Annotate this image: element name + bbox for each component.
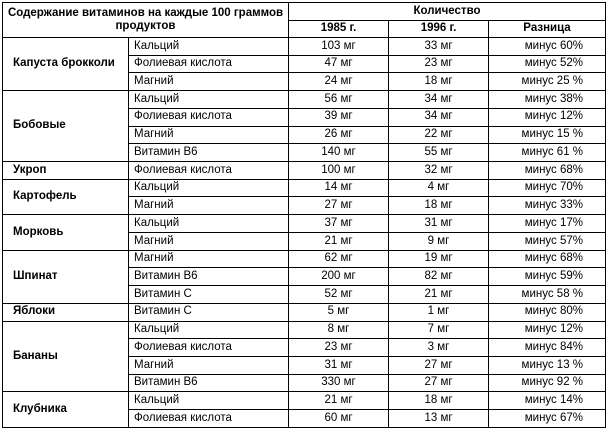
product-name: Яблоки [3, 303, 129, 321]
vitamin-name: Фолиевая кислота [129, 339, 289, 357]
difference-value: минус 15 % [489, 126, 606, 144]
value-1985: 27 мг [289, 197, 389, 215]
product-name: Картофель [3, 179, 129, 214]
product-name: Бобовые [3, 91, 129, 162]
value-1996: 1 мг [389, 303, 489, 321]
value-1985: 31 мг [289, 356, 389, 374]
value-1996: 32 мг [389, 162, 489, 180]
value-1996: 18 мг [389, 197, 489, 215]
difference-value: минус 92 % [489, 374, 606, 392]
value-1985: 103 мг [289, 38, 389, 56]
vitamin-name: Кальций [129, 91, 289, 109]
table-row [3, 250, 606, 268]
vitamin-name: Магний [129, 232, 289, 250]
value-1996: 13 мг [389, 410, 489, 428]
value-1985: 21 мг [289, 232, 389, 250]
vitamin-name: Кальций [129, 392, 289, 410]
difference-value: минус 84% [489, 339, 606, 357]
product-name: Бананы [3, 321, 129, 392]
value-1996: 31 мг [389, 215, 489, 233]
value-1985: 47 мг [289, 55, 389, 73]
difference-value: минус 59% [489, 268, 606, 286]
vitamin-name: Фолиевая кислота [129, 410, 289, 428]
value-1996: 23 мг [389, 55, 489, 73]
vitamin-name: Витамин В6 [129, 268, 289, 286]
difference-value: минус 38% [489, 91, 606, 109]
vitamin-name: Кальций [129, 38, 289, 56]
value-1985: 39 мг [289, 108, 389, 126]
vitamin-name: Кальций [129, 215, 289, 233]
difference-value: минус 57% [489, 232, 606, 250]
vitamin-name: Магний [129, 73, 289, 91]
header-title: Содержание витаминов на каждые 100 граммов продуктов [3, 3, 289, 38]
table-body [3, 38, 606, 428]
difference-value: минус 67% [489, 410, 606, 428]
value-1996: 82 мг [389, 268, 489, 286]
value-1985: 56 мг [289, 91, 389, 109]
vitamin-content-table [2, 2, 606, 428]
value-1985: 24 мг [289, 73, 389, 91]
difference-value: минус 25 % [489, 73, 606, 91]
table-row [3, 303, 606, 321]
value-1996: 22 мг [389, 126, 489, 144]
product-name: Капуста брокколи [3, 38, 129, 91]
value-1996: 27 мг [389, 374, 489, 392]
vitamin-name: Фолиевая кислота [129, 108, 289, 126]
table-row [3, 38, 606, 56]
vitamin-name: Магний [129, 126, 289, 144]
header-year-1985: 1985 г. [289, 21, 389, 38]
value-1985: 100 мг [289, 162, 389, 180]
value-1985: 330 мг [289, 374, 389, 392]
table-row [3, 215, 606, 233]
difference-value: минус 52% [489, 55, 606, 73]
header-quantity: Количество [289, 3, 606, 21]
value-1996: 7 мг [389, 321, 489, 339]
difference-value: минус 14% [489, 392, 606, 410]
value-1985: 26 мг [289, 126, 389, 144]
value-1985: 8 мг [289, 321, 389, 339]
vitamin-name: Витамин С [129, 303, 289, 321]
vitamin-name: Фолиевая кислота [129, 55, 289, 73]
product-name: Укроп [3, 162, 129, 180]
difference-value: минус 58 % [489, 286, 606, 304]
header-year-1996: 1996 г. [389, 21, 489, 38]
product-name: Морковь [3, 215, 129, 250]
value-1996: 34 мг [389, 91, 489, 109]
difference-value: минус 68% [489, 162, 606, 180]
table-row [3, 179, 606, 197]
value-1996: 18 мг [389, 392, 489, 410]
difference-value: минус 12% [489, 321, 606, 339]
difference-value: минус 33% [489, 197, 606, 215]
vitamin-name: Магний [129, 250, 289, 268]
value-1985: 21 мг [289, 392, 389, 410]
value-1996: 9 мг [389, 232, 489, 250]
vitamin-name: Кальций [129, 321, 289, 339]
value-1996: 55 мг [389, 144, 489, 162]
value-1985: 60 мг [289, 410, 389, 428]
value-1985: 14 мг [289, 179, 389, 197]
value-1996: 3 мг [389, 339, 489, 357]
difference-value: минус 80% [489, 303, 606, 321]
table-row [3, 321, 606, 339]
difference-value: минус 60% [489, 38, 606, 56]
table-row [3, 162, 606, 180]
difference-value: минус 68% [489, 250, 606, 268]
product-name: Шпинат [3, 250, 129, 303]
value-1996: 4 мг [389, 179, 489, 197]
header-difference: Разница [489, 21, 606, 38]
value-1996: 18 мг [389, 73, 489, 91]
vitamin-name: Магний [129, 356, 289, 374]
vitamin-name: Витамин С [129, 286, 289, 304]
vitamin-name: Витамин В6 [129, 374, 289, 392]
value-1985: 140 мг [289, 144, 389, 162]
table-row [3, 392, 606, 410]
value-1985: 200 мг [289, 268, 389, 286]
vitamin-name: Витамин В6 [129, 144, 289, 162]
value-1996: 27 мг [389, 356, 489, 374]
difference-value: минус 12% [489, 108, 606, 126]
value-1985: 5 мг [289, 303, 389, 321]
difference-value: минус 13 % [489, 356, 606, 374]
value-1985: 52 мг [289, 286, 389, 304]
table-row [3, 91, 606, 109]
product-name: Клубника [3, 392, 129, 428]
difference-value: минус 61 % [489, 144, 606, 162]
difference-value: минус 70% [489, 179, 606, 197]
vitamin-name: Кальций [129, 179, 289, 197]
vitamin-name: Фолиевая кислота [129, 162, 289, 180]
difference-value: минус 17% [489, 215, 606, 233]
value-1996: 33 мг [389, 38, 489, 56]
value-1985: 37 мг [289, 215, 389, 233]
value-1996: 21 мг [389, 286, 489, 304]
value-1996: 34 мг [389, 108, 489, 126]
vitamin-name: Магний [129, 197, 289, 215]
value-1996: 19 мг [389, 250, 489, 268]
value-1985: 62 мг [289, 250, 389, 268]
value-1985: 23 мг [289, 339, 389, 357]
